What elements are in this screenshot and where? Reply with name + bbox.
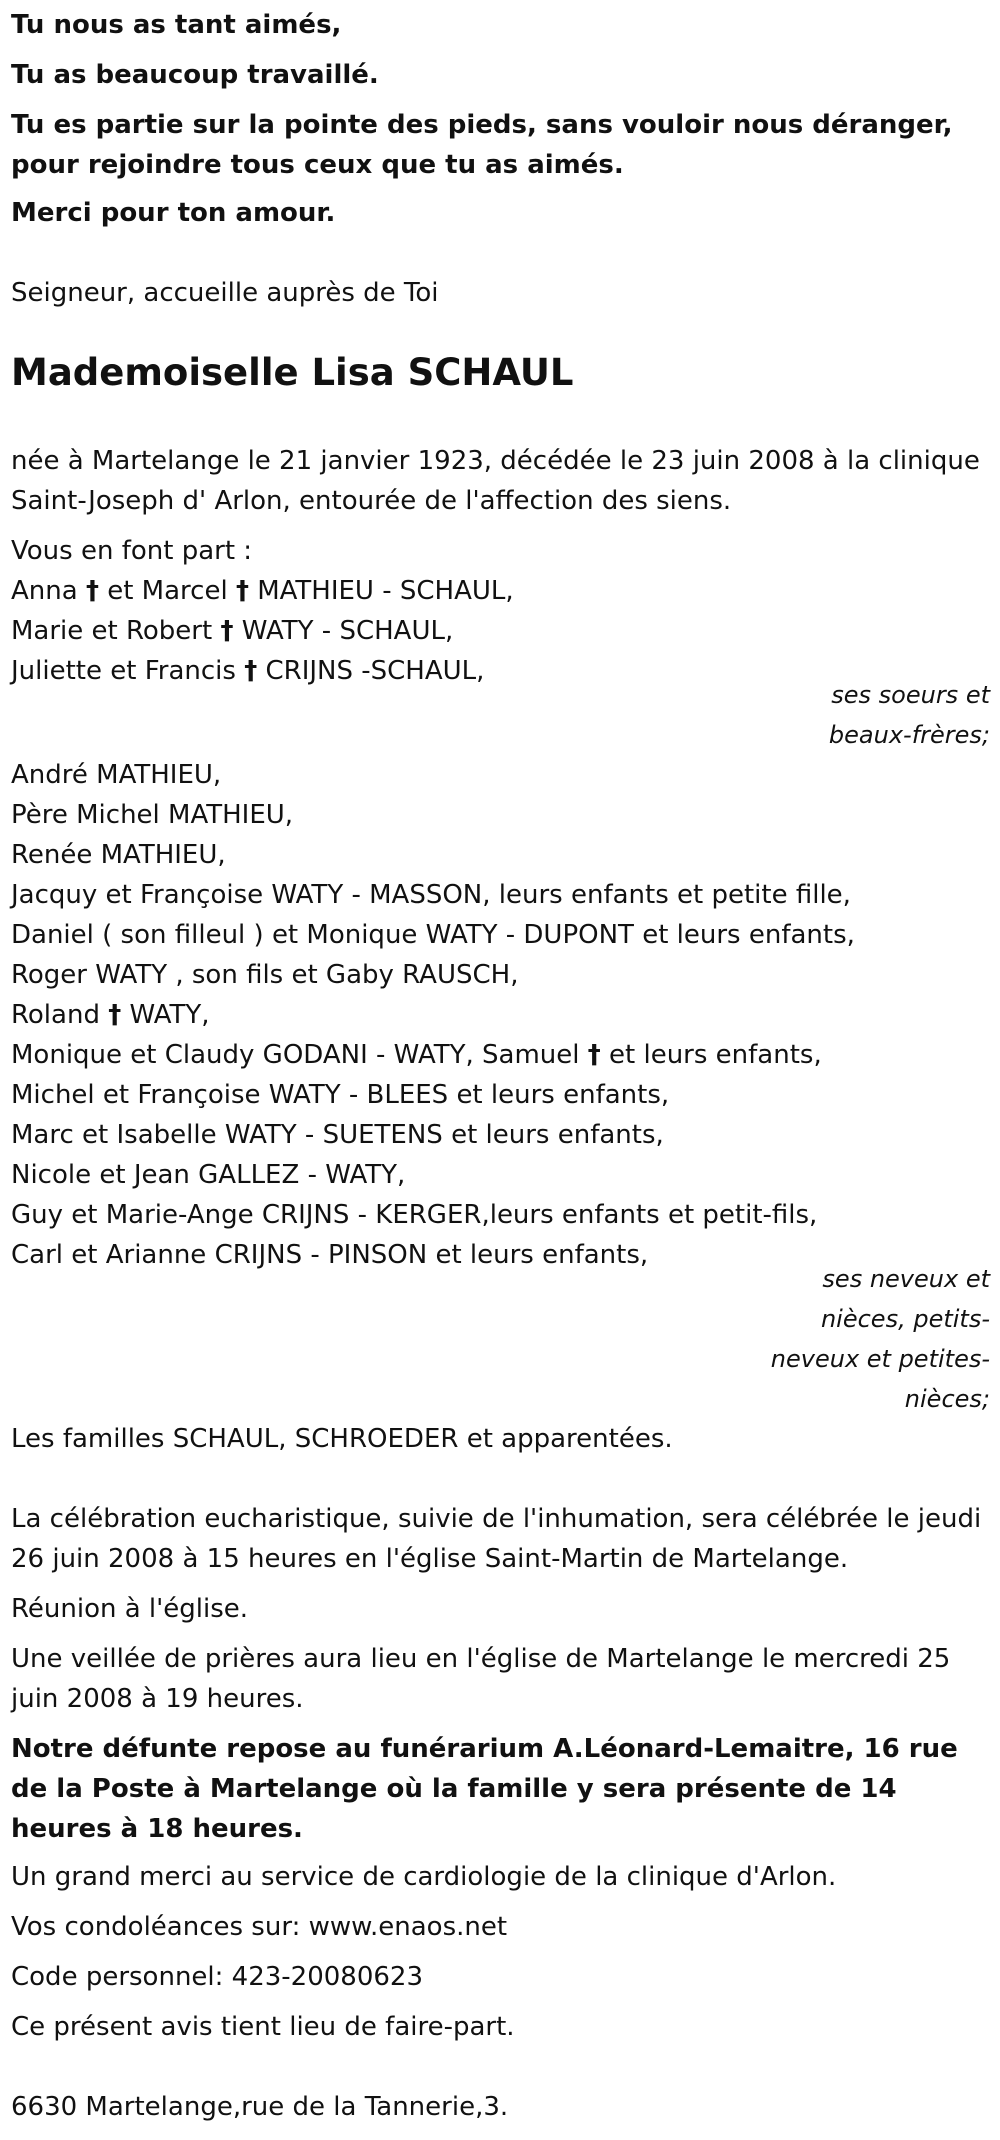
opening-line-2: Tu as beaucoup travaillé.	[11, 60, 379, 90]
prayer-line: Seigneur, accueille auprès de Toi	[11, 278, 439, 308]
opening-line-3: Tu es partie sur la pointe des pieds, sans vouloir nous déranger, pour rejoindre tous ceux que tu as aimés.	[11, 110, 953, 180]
nephew-line-9: Michel et Françoise WATY - BLEES et leurs enfants,	[11, 1080, 670, 1110]
sibling-line-1	[11, 571, 514, 611]
cross-icon: †	[108, 1000, 122, 1030]
vigil-text: Une veillée de prières aura lieu en l'église de Martelange le mercredi 25 juin 2008 à 19 heures.	[11, 1644, 951, 1714]
nephew-line-5: Daniel ( son filleul ) et Monique WATY - DUPONT et leurs enfants,	[11, 920, 855, 950]
nephew-line-1: André MATHIEU,	[11, 760, 222, 790]
nephew-line-11: Nicole et Jean GALLEZ - WATY,	[11, 1160, 406, 1190]
nephew-name: Monique et Claudy GODANI - WATY, Samuel	[11, 1040, 580, 1070]
birth-death-text: née à Martelange le 21 janvier 1923, décédée le 23 juin 2008 à la clinique Saint-Joseph d' Arlon, entourée de l'affection des siens.	[11, 446, 980, 516]
announce-line: Vous en font part :	[11, 536, 253, 566]
cross-icon: †	[235, 576, 249, 606]
sibling-name: Anna	[11, 576, 78, 606]
cross-icon: †	[587, 1040, 601, 1070]
thanks-text: Un grand merci au service de cardiologie de la clinique d'Arlon.	[11, 1862, 837, 1892]
sibling-name: CRIJNS -SCHAUL,	[265, 656, 485, 686]
deceased-name: Mademoiselle Lisa SCHAUL	[11, 351, 574, 394]
nephew-line-12: Guy et Marie-Ange CRIJNS - KERGER,leurs enfants et petit-fils,	[11, 1200, 818, 1230]
sibling-name: et Marcel	[107, 576, 228, 606]
nephew-line-6: Roger WATY , son fils et Gaby RAUSCH,	[11, 960, 519, 990]
nephew-line-10: Marc et Isabelle WATY - SUETENS et leurs enfants,	[11, 1120, 664, 1150]
sibling-name: Marie et Robert	[11, 616, 213, 646]
sibling-name: Juliette et Francis	[11, 656, 236, 686]
nephew-line-3: Renée MATHIEU,	[11, 840, 226, 870]
nephew-line-7	[11, 995, 210, 1035]
condolences-text: Vos condoléances sur: www.enaos.net	[11, 1912, 508, 1942]
nephew-name: WATY,	[129, 1000, 210, 1030]
sibling-line-3	[11, 651, 484, 691]
sibling-line-2	[11, 611, 453, 651]
notice-text: Ce présent avis tient lieu de faire-part.	[11, 2012, 515, 2042]
opening-line-4: Merci pour ton amour.	[11, 198, 336, 228]
sibling-name: MATHIEU - SCHAUL,	[257, 576, 514, 606]
families-line: Les familles SCHAUL, SCHROEDER et apparentées.	[11, 1424, 673, 1454]
cross-icon: †	[85, 576, 99, 606]
funerarium-text: Notre défunte repose au funérarium A.Léonard-Lemaitre, 16 rue de la Poste à Martelange où la famille y sera présente de 14 heures à 18 heures.	[11, 1734, 958, 1844]
nephew-line-2: Père Michel MATHIEU,	[11, 800, 294, 830]
siblings-role: ses soeurs et beaux-frères;	[828, 681, 990, 749]
nephew-line-8	[11, 1035, 822, 1075]
reunion-text: Réunion à l'église.	[11, 1594, 249, 1624]
ceremony-text: La célébration eucharistique, suivie de l'inhumation, sera célébrée le jeudi 26 juin 2008 à 15 heures en l'église Saint-Martin de Martelange.	[11, 1504, 982, 1574]
nephew-line-13: Carl et Arianne CRIJNS - PINSON et leurs enfants,	[11, 1240, 649, 1270]
cross-icon: †	[220, 616, 234, 646]
opening-line-1: Tu nous as tant aimés,	[11, 10, 342, 40]
cross-icon: †	[244, 656, 258, 686]
sibling-name: WATY - SCHAUL,	[241, 616, 454, 646]
personal-code: Code personnel: 423-20080623	[11, 1962, 424, 1992]
address-text: 6630 Martelange,rue de la Tannerie,3.	[11, 2092, 509, 2122]
nephew-line-4: Jacquy et Françoise WATY - MASSON, leurs enfants et petite fille,	[11, 880, 851, 910]
nephew-name: Roland	[11, 1000, 100, 1030]
nephew-name: et leurs enfants,	[609, 1040, 822, 1070]
nephews-role: ses neveux et nièces, petits-neveux et petites-nièces;	[770, 1265, 990, 1413]
